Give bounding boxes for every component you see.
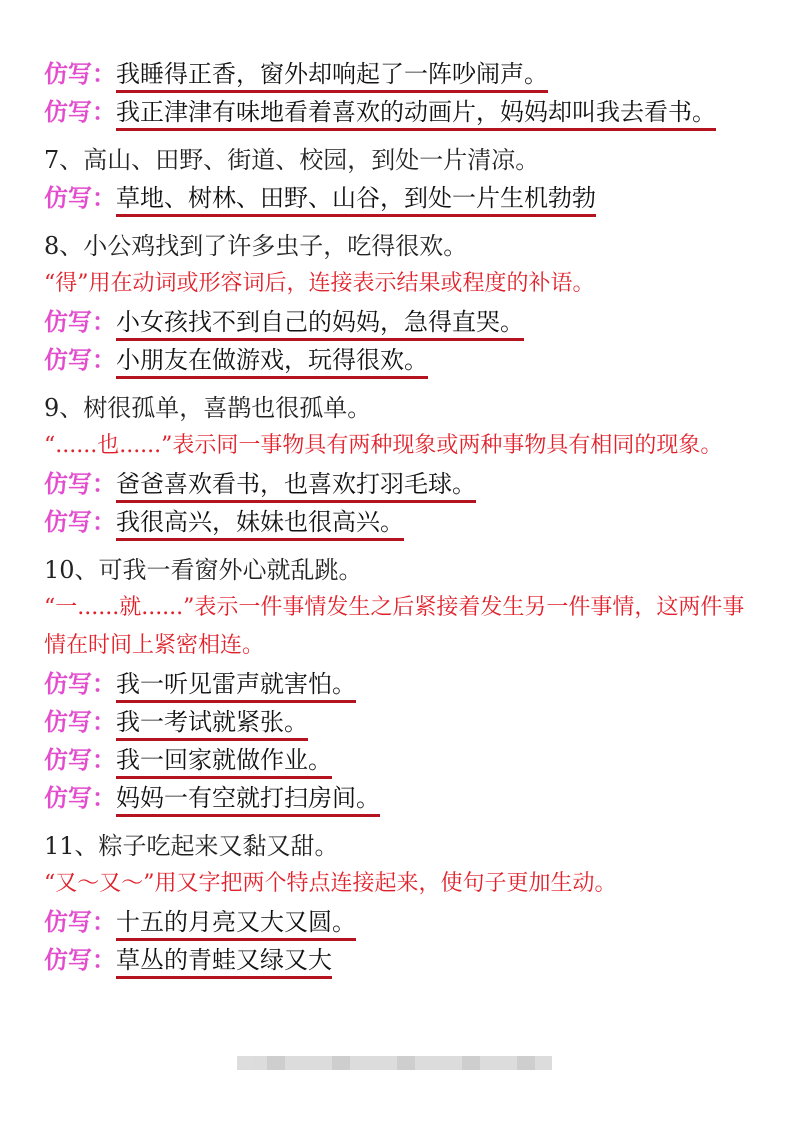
imitate-label: 仿写： bbox=[44, 183, 116, 212]
imitate-label: 仿写： bbox=[44, 507, 116, 536]
grammar-note: “得”用在动词或形容词后，连接表示结果或程度的补语。 bbox=[44, 271, 595, 296]
imitate-answer: 我一考试就紧张。 bbox=[116, 708, 308, 741]
imitate-label: 仿写： bbox=[44, 707, 116, 736]
imitate-label: 仿写： bbox=[44, 907, 116, 936]
question-8: 8、小公鸡找到了许多虫子，吃得很欢。 bbox=[44, 232, 468, 260]
imitate-answer: 草丛的青蛙又绿又大 bbox=[116, 946, 332, 979]
imitate-answer: 我一听见雷声就害怕。 bbox=[116, 670, 356, 703]
answer-line bbox=[44, 779, 748, 817]
imitate-label: 仿写： bbox=[44, 307, 116, 336]
answer-line bbox=[44, 741, 748, 779]
imitate-answer: 我睡得正香，窗外却响起了一阵吵闹声。 bbox=[116, 60, 548, 93]
question-10: 10、可我一看窗外心就乱跳。 bbox=[44, 556, 363, 584]
imitate-answer: 十五的月亮又大又圆。 bbox=[116, 908, 356, 941]
blur-block bbox=[267, 1056, 285, 1070]
imitate-label: 仿写： bbox=[44, 669, 116, 698]
imitate-label: 仿写： bbox=[44, 469, 116, 498]
imitate-label: 仿写： bbox=[44, 345, 116, 374]
question-9: 9、树很孤单，喜鹊也很孤单。 bbox=[44, 394, 372, 422]
imitate-label: 仿写： bbox=[44, 783, 116, 812]
answer-line bbox=[44, 503, 748, 541]
answer-line bbox=[44, 341, 748, 379]
imitate-answer: 我正津津有味地看着喜欢的动画片，妈妈却叫我去看书。 bbox=[116, 98, 716, 131]
blurred-footer-watermark bbox=[237, 1056, 552, 1070]
imitate-label: 仿写： bbox=[44, 97, 116, 126]
answer-line bbox=[44, 703, 748, 741]
answer-line bbox=[44, 55, 748, 93]
imitate-label: 仿写： bbox=[44, 59, 116, 88]
imitate-answer: 我很高兴，妹妹也很高兴。 bbox=[116, 508, 404, 541]
answer-line bbox=[44, 303, 748, 341]
answer-line bbox=[44, 179, 748, 217]
grammar-note: “又～又～”用又字把两个特点连接起来，使句子更加生动。 bbox=[44, 871, 617, 896]
imitate-answer: 妈妈一有空就打扫房间。 bbox=[116, 784, 380, 817]
imitate-answer: 小女孩找不到自己的妈妈，急得直哭。 bbox=[116, 308, 524, 341]
grammar-note: “一......就......”表示一件事情发生之后紧接着发生另一件事情，这两件事情在时间上紧密相连。 bbox=[44, 595, 745, 658]
answer-line bbox=[44, 941, 748, 979]
answer-line bbox=[44, 903, 748, 941]
answer-line bbox=[44, 665, 748, 703]
answer-line bbox=[44, 465, 748, 503]
answer-line bbox=[44, 93, 748, 131]
document-content bbox=[44, 55, 748, 1027]
imitate-answer: 爸爸喜欢看书，也喜欢打羽毛球。 bbox=[116, 470, 476, 503]
imitate-label: 仿写： bbox=[44, 945, 116, 974]
imitate-answer: 草地、树林、田野、山谷，到处一片生机勃勃 bbox=[116, 184, 596, 217]
imitate-answer: 小朋友在做游戏，玩得很欢。 bbox=[116, 346, 428, 379]
blur-block bbox=[462, 1056, 480, 1070]
imitate-answer: 我一回家就做作业。 bbox=[116, 746, 332, 779]
imitate-label: 仿写： bbox=[44, 745, 116, 774]
blur-block bbox=[397, 1056, 415, 1070]
question-7: 7、高山、田野、街道、校园，到处一片清凉。 bbox=[44, 146, 540, 174]
question-11: 11、粽子吃起来又黏又甜。 bbox=[44, 832, 339, 860]
blur-block bbox=[517, 1056, 535, 1070]
blur-block bbox=[332, 1056, 350, 1070]
grammar-note: “......也......”表示同一事物具有两种现象或两种事物具有相同的现象。 bbox=[44, 433, 723, 458]
